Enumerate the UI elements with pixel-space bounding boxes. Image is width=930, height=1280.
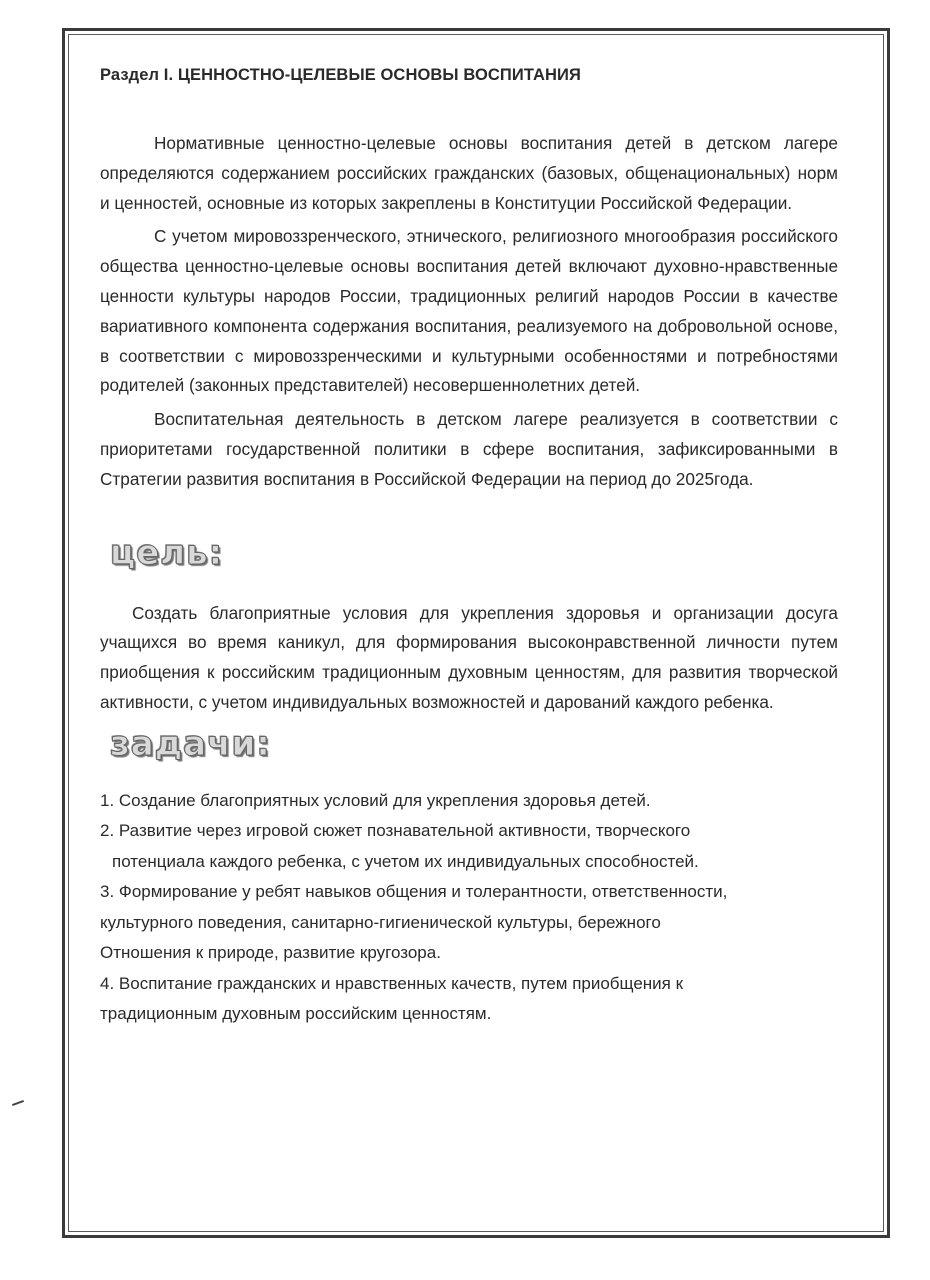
task-item-4	[100, 969, 838, 1030]
task-line: 3. Формирование у ребят навыков общения и толерантности, ответственности,	[100, 882, 728, 902]
task-line: Отношения к природе, развитие кругозора.	[100, 943, 441, 963]
task-line: 2. Развитие через игровой сюжет познавательной активности, творческого	[100, 821, 691, 841]
task-line: культурного поведения, санитарно-гигиенической культуры, бережного	[100, 912, 661, 932]
task-item-1	[100, 786, 838, 817]
paragraph-3: Воспитательная деятельность в детском лагере реализуется в соответствии с приоритетами государственной политики в сфере воспитания, зафиксированными в Стратегии развития воспитания в Российской Федерации на период до 2025года.	[100, 409, 838, 489]
task-item-2	[100, 816, 838, 877]
task-line: 1. Создание благоприятных условий для укрепления здоровья детей.	[100, 790, 651, 810]
task-item-3	[100, 877, 838, 969]
tasks-heading: задачи:	[110, 723, 271, 764]
paragraph-1: Нормативные ценностно-целевые основы воспитания детей в детском лагере определяются содержанием российских гражданских (базовых, общенациональных) норм и ценностей, основные из которых закреплены в Конституции Российской Федерации.	[100, 133, 838, 213]
goal-heading: цель:	[110, 532, 224, 573]
tasks-list	[100, 786, 838, 1030]
task-line: потенциала каждого ребенка, с учетом их индивидуальных способностей.	[112, 851, 699, 871]
scan-mark	[12, 1100, 24, 1106]
paragraph-2: С учетом мировоззренческого, этнического, религиозного многообразия российского общества ценностно-целевые основы воспитания детей включают духовно-нравственные ценности культуры народов России, традиционных религий народов России в качестве вариативного компонента содержания воспитания, реализуемого на добровольной основе, в соответствии с мировоззренческими и культурными особенностями и потребностями родителей (законных представителей) несовершеннолетних детей.	[100, 226, 838, 396]
task-line: 4. Воспитание гражданских и нравственных качеств, путем приобщения к	[100, 973, 684, 993]
section-title: Раздел I. ЦЕННОСТНО-ЦЕЛЕВЫЕ ОСНОВЫ ВОСПИТАНИЯ	[100, 66, 581, 84]
task-line: традиционным духовным российским ценностям.	[100, 1004, 492, 1024]
goal-text: Создать благоприятные условия для укрепления здоровья и организации досуга учащихся во время каникул, для формирования высоконравственной личности путем приобщения к российским традиционным духовным ценностям, для развития творческой активности, с учетом индивидуальных возможностей и дарований каждого ребенка.	[100, 602, 838, 712]
document-body	[100, 62, 838, 1030]
